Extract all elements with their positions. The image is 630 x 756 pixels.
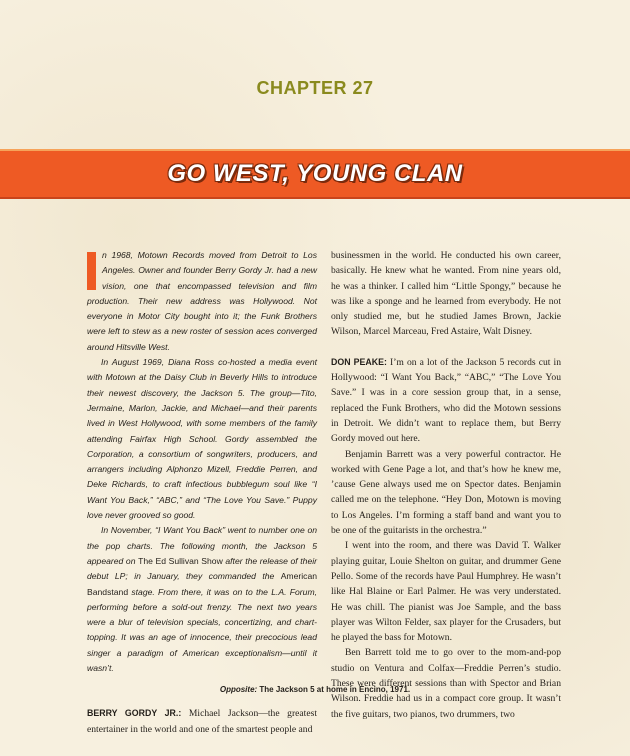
chapter-title: GO WEST, YOUNG CLAN — [167, 160, 463, 187]
caption-lead: Opposite: — [219, 685, 258, 694]
intro-text — [87, 248, 317, 676]
chapter-number: CHAPTER 27 — [256, 78, 374, 98]
intro-paragraph-2: In August 1969, Diana Ross co-hosted a media event with Motown at the Daisy Club in Beverly Hills to introduce their newest discovery, the Jackson 5. The group—Tito, Jermaine, Marlon, Jackie, and Michael—and their parents lived in West Hollywood, with some members of the family attending Fairfax High School. Gordy assembled the Corporation, a consortium of songwriters, producers, and arrangers including Alphonzo Mizell, Freddie Perren, and Deke Richards, to craft infectious bubblegum soul like “I Want You Back,” “ABC,” and “The Love You Save.” Puppy love never grooved so good. — [87, 357, 317, 521]
intro-paragraph-3: In November, “I Want You Back” went to number one on the pop charts. The following month, the Jackson 5 appeared on The Ed Sullivan Show after the release of their debut LP; in January, they commanded the American Bandstand stage. From there, it was on to the L.A. Forum, performing before a sold-out frenzy. The next two years were a blur of television specials, concertizing, and chart-topping. It was an age of innocence, their precocious lead singer a paradigm of American exceptionalism—until it wasn’t. — [87, 525, 318, 674]
show-title: American Bandstand — [87, 571, 317, 597]
quote-paragraph: BERRY GORDY JR.: Michael Jackson—the greatest entertainer in the world and one of the smartest people and — [87, 708, 317, 735]
speaker-name: DON PEAKE: — [331, 356, 387, 367]
photo-caption — [0, 685, 630, 694]
speaker-name: BERRY GORDY JR.: — [87, 708, 182, 719]
chapter-title-banner — [0, 149, 630, 199]
intro-paragraph-1: n 1968, Motown Records moved from Detroit to Los Angeles. Owner and founder Berry Gordy Jr. had a new vision, one that encompassed television and film production. Their new address was Hollywood. Not everyone in Motor City bought into it; the Funk Brothers were left to stew as a new roster of session aces converged around Hitsville West. — [87, 250, 317, 352]
quote-paragraph: Benjamin Barrett was a very powerful contractor. He worked with Gene Page a lot, and that’s how he knew me, ’cause Gene always used me on Spector dates. Benjamin called me on the telephone. “Hey Don, Motown is moving to Los Angeles. I’m forming a staff band and want you to be one of the guitarists in the orchestra.” — [331, 448, 561, 537]
quote-paragraph: Ben Barrett told me to go over to the mom-and-pop studio on Ventura and Colfax—Freddie Perren’s studio. These were different sessions than with Spector and Brian Wilson. Freddie had us in a compact core group. It wasn’t the five guitars, two pianos, two drummers, two — [331, 647, 561, 720]
drop-cap-bar — [87, 252, 96, 290]
quote-paragraph: DON PEAKE: I’m on a lot of the Jackson 5 records cut in Hollywood: “I Want You Back,” “ABC,” “The Love You Save.” I was in a core session group that, in a sense, replaced the Funk Brothers, who did the Motown sessions in Detroit. We didn’t want to replace them, but Berry Gordy moved out here. — [331, 356, 561, 445]
left-body-text — [87, 706, 317, 737]
quote-paragraph: businessmen in the world. He conducted his own career, basically. He knew what he wanted. From nine years old, he was a thinker. I called him “Little Spongy,” because he was like a sponge and he learned from everybody. He not only studied me, but he studied James Brown, Jackie Wilson, Marcel Marceau, Fred Astaire, Walt Disney. — [331, 250, 561, 338]
left-column — [87, 248, 317, 737]
right-column — [331, 248, 561, 722]
quote-paragraph: I went into the room, and there was David T. Walker playing guitar, Louie Shelton on guitar, and drummer Gene Pello. Some of the records have Paul Humphrey. He wasn’t like Hal Blaine or Earl Palmer. He was very understated. He was chill. The pianist was Joe Sample, and the bass player was Wilton Felder, sax player for the Crusaders, but he played the bass for Motown. — [331, 540, 561, 644]
show-title: The Ed Sullivan Show — [138, 555, 223, 566]
caption-text: The Jackson 5 at home in Encino, 1971. — [257, 685, 411, 694]
